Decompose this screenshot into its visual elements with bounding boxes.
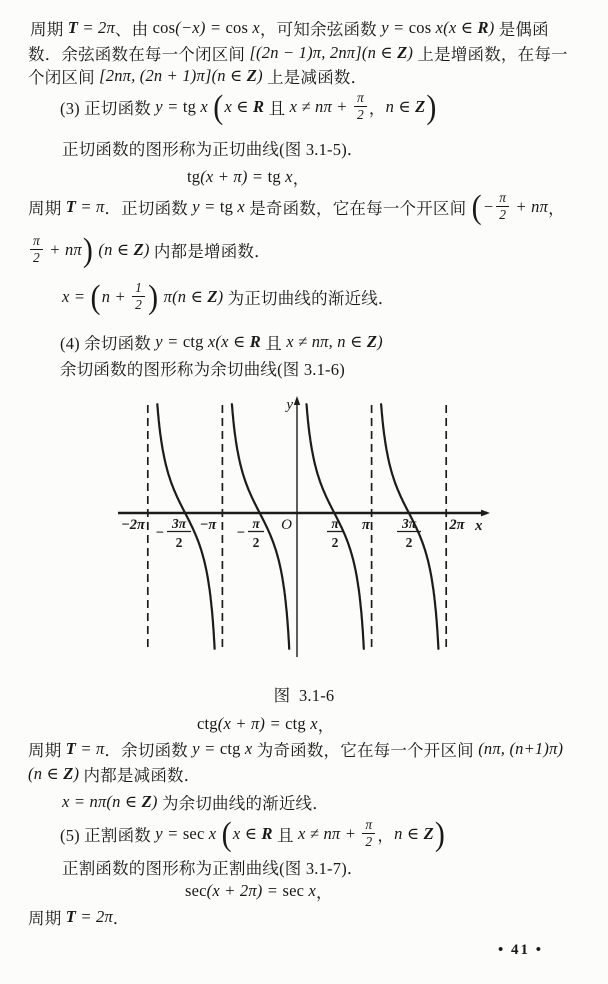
cotangent-period-line2: (n ∈ Z) 内都是减函数． — [28, 764, 201, 785]
para-cosine-line3: 个闭区间 [2nπ, (2n + 1)π](n ∈ Z) 上是减函数． — [28, 66, 368, 87]
y-axis-arrow — [294, 396, 300, 405]
x-axis-label: x — [475, 518, 483, 534]
fraction: $\frac{\pi}{2}$ — [354, 91, 367, 122]
cotangent-identity-formula: ctg(x + π) = ctg x ， — [197, 714, 335, 735]
cotangent-period-line1: 周期 T = π ．余切函数 y = ctg x 为奇函数，它在每一个开区间 (nπ, (n+1)π) — [28, 739, 564, 760]
para-cosine-line2: 数．余弦函数在每一个闭区间 [(2n − 1)π, 2nπ](n ∈ Z) 上是增函数，在每一 — [28, 43, 568, 64]
tangent-curve-sentence: 正切函数的图形称为正切曲线(图 3.1-5)． — [62, 140, 364, 159]
tangent-asymptote-line: x = ( n + $\frac{1}{2}$ ) π(n ∈ Z) 为正切曲线的渐近线． — [62, 278, 395, 316]
cotangent-branch — [232, 404, 289, 649]
x-tick-denominator: 2 — [175, 535, 183, 550]
fraction: $\frac{1}{2}$ — [132, 281, 145, 312]
x-tick-minus: − — [236, 525, 245, 541]
x-tick-numerator: π — [331, 516, 339, 531]
x-tick-denominator: 2 — [405, 535, 413, 550]
x-tick-minus: − — [155, 525, 164, 541]
origin-label: O — [281, 517, 292, 533]
x-tick-label: −2π — [121, 517, 145, 533]
item-5-secant-def: (5) 正割函数 y = sec x ( x ∈ R 且 x ≠ nπ + $\frac{\pi}{2}$ ， n ∈ Z ) — [60, 815, 446, 853]
tangent-identity-formula: tg(x + π) = tg x ， — [187, 167, 310, 188]
fraction: π 2 — [30, 234, 43, 265]
cotangent-asymptote-line: x = nπ(n ∈ Z) 为余切曲线的渐近线． — [62, 792, 329, 813]
y-axis-label: y — [286, 397, 293, 413]
x-tick-denominator: 2 — [252, 535, 260, 550]
secant-period-line: 周期 T = 2π ． — [28, 907, 130, 928]
fraction: $\frac{\pi}{2}$ — [496, 191, 509, 222]
tangent-period-line1: 周期 T = π ．正切函数 y = tg x 是奇函数，它在每一个开区间 ( − $\frac{\pi}{2}$ + nπ ， — [28, 188, 565, 226]
cotangent-branch — [157, 404, 214, 649]
x-tick-label: π — [362, 517, 370, 533]
secant-identity-formula: sec(x + 2π) = sec x ， — [185, 881, 333, 902]
cotangent-branch — [381, 404, 438, 649]
figure-caption: 图 3.1-6 — [273, 686, 335, 705]
item-4-cotangent-def: (4) 余切函数 y = ctg x(x ∈ R 且 x ≠ nπ, n ∈ Z) — [60, 332, 383, 353]
page-number: • 41 • — [498, 942, 544, 958]
x-tick-denominator: 2 — [331, 535, 339, 550]
secant-curve-sentence: 正割函数的图形称为正割曲线(图 3.1-7)． — [62, 859, 364, 878]
x-tick-numerator: 3π — [401, 516, 417, 531]
item-3-tangent-def: (3) 正切函数 y = tg x ( x ∈ R 且 x ≠ nπ + $\frac{\pi}{2}$ ， n ∈ Z ) — [60, 88, 437, 126]
x-tick-numerator: 3π — [171, 516, 187, 531]
x-axis-arrow — [481, 510, 490, 517]
x-tick-numerator: π — [252, 516, 260, 531]
cotangent-curve-sentence: 余切函数的图形称为余切曲线(图 3.1-6) — [60, 360, 345, 379]
x-tick-label: 2π — [449, 517, 465, 533]
cotangent-branch — [307, 404, 364, 649]
para-cosine-line1: 周期 T = 2π 、由 cos(−x) = cos x ，可知余弦函数 y = cos x(x ∈ R) 是偶函 — [30, 18, 549, 39]
fraction: $\frac{\pi}{2}$ — [362, 818, 375, 849]
x-tick-label: −π — [199, 517, 217, 533]
tangent-period-line2: π 2 + nπ ) (n ∈ Z) 内都是增函数． — [28, 232, 271, 268]
